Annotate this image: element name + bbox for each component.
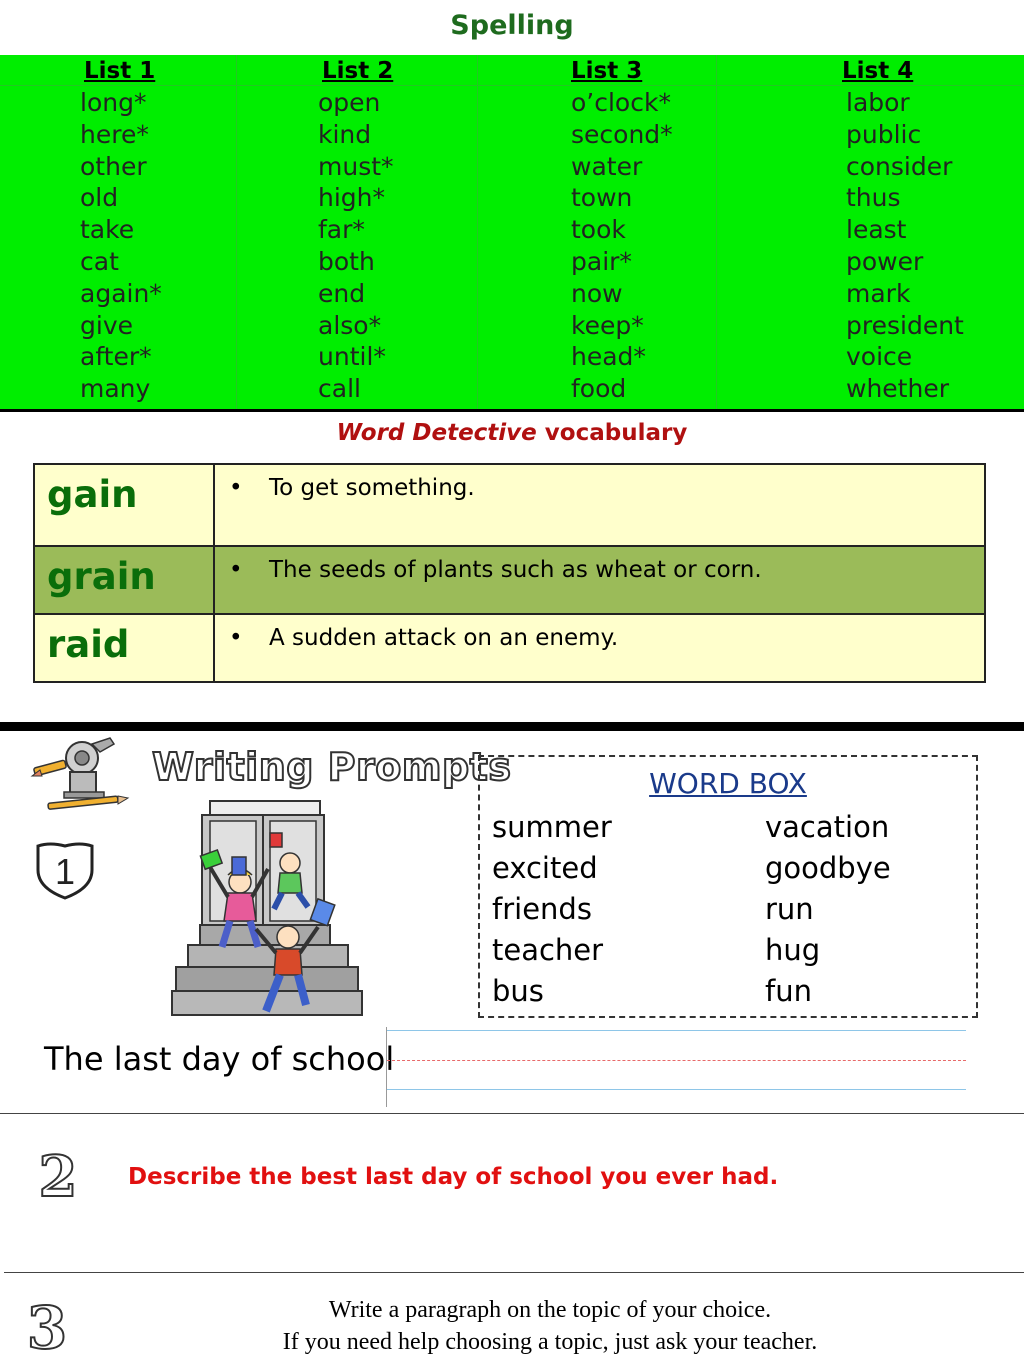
spelling-list-3 xyxy=(571,55,673,405)
spelling-word: open xyxy=(318,88,381,117)
prompt-number: 2 xyxy=(38,1146,78,1202)
word-box-word: bus xyxy=(492,974,544,1008)
spelling-word: kind xyxy=(318,119,372,149)
vocab-definition xyxy=(215,615,984,681)
word-box-word: hug xyxy=(765,933,821,967)
vocab-row xyxy=(35,465,984,545)
vocab-definition xyxy=(215,465,984,545)
spelling-list-4 xyxy=(842,55,964,405)
spelling-word: here* xyxy=(80,119,149,149)
spelling-word: least xyxy=(846,215,907,245)
prompt-1-text: The last day of school xyxy=(44,1040,395,1078)
list-header: List 2 xyxy=(322,58,394,84)
spelling-word: power xyxy=(846,246,924,276)
number-2-icon xyxy=(30,1146,86,1202)
word-box-word: fun xyxy=(765,974,812,1008)
spelling-word: take xyxy=(80,215,135,245)
bullet: • xyxy=(229,475,243,501)
word-box-right-column xyxy=(765,807,891,1012)
spelling-word: long* xyxy=(80,88,147,117)
list-header: List 4 xyxy=(842,58,914,84)
word-box-word: excited xyxy=(492,851,598,885)
prompt-3-line-1: Write a paragraph on the topic of your choice. xyxy=(328,1297,772,1323)
column-divider xyxy=(716,55,717,409)
word-detective-label: Word Detective xyxy=(336,420,537,446)
spelling-word: old xyxy=(80,183,119,213)
word-box-word: summer xyxy=(492,810,612,844)
vocab-word: gain xyxy=(35,465,215,545)
definition-text: The seeds of plants such as wheat or corn. xyxy=(269,557,762,583)
spelling-word: public xyxy=(846,119,922,149)
spelling-title: Spelling xyxy=(450,10,574,41)
spelling-lists-panel xyxy=(0,55,1024,412)
word-box-word: friends xyxy=(492,892,592,926)
spelling-word: both xyxy=(318,246,375,276)
bullet: • xyxy=(229,625,243,651)
bullet: • xyxy=(229,557,243,583)
column-divider xyxy=(477,55,478,409)
section-divider xyxy=(0,1113,1024,1114)
spelling-word: cat xyxy=(80,246,119,276)
spelling-word: keep* xyxy=(571,310,644,340)
spelling-word: whether xyxy=(846,374,949,404)
spelling-word: o’clock* xyxy=(571,88,671,117)
spelling-word: head* xyxy=(571,342,646,372)
baseline xyxy=(387,1089,966,1090)
number-1-shield-icon xyxy=(34,840,96,900)
spelling-word: food xyxy=(571,374,627,404)
spelling-word: call xyxy=(318,374,361,404)
spelling-word: second* xyxy=(571,119,673,149)
spelling-word: pair* xyxy=(571,246,632,276)
word-box-word: goodbye xyxy=(765,851,891,885)
prompt-number: 3 xyxy=(26,1294,68,1354)
word-box xyxy=(478,755,978,1018)
word-box-word: run xyxy=(765,892,814,926)
midline xyxy=(387,1060,966,1061)
vocab-row xyxy=(35,613,984,681)
spelling-word: give xyxy=(80,310,133,340)
spelling-word: end xyxy=(318,278,366,308)
spelling-word: other xyxy=(80,151,147,181)
writing-prompts-title: Writing Prompts xyxy=(152,745,512,789)
definition-text: To get something. xyxy=(269,475,475,501)
spelling-word: high* xyxy=(318,183,386,213)
word-box-word: vacation xyxy=(765,810,890,844)
spelling-word: now xyxy=(571,278,623,308)
prompt-number: 1 xyxy=(54,851,76,892)
spelling-word: took xyxy=(571,215,626,245)
spelling-word: consider xyxy=(846,151,953,181)
word-box-title: WORD BOX xyxy=(649,767,807,800)
handwriting-lines[interactable] xyxy=(386,1027,966,1107)
spelling-word: far* xyxy=(318,215,365,245)
column-divider xyxy=(236,55,237,409)
vocab-definition xyxy=(215,547,984,613)
spelling-word: thus xyxy=(846,183,901,213)
vocabulary-label: vocabulary xyxy=(536,420,688,446)
prompt-3-line-2: If you need help choosing a topic, just ask your teacher. xyxy=(282,1329,818,1355)
spelling-word: president xyxy=(846,310,964,340)
word-box-left-column xyxy=(492,807,612,1012)
vocab-word: raid xyxy=(35,615,215,681)
list-header: List 3 xyxy=(571,58,643,84)
definition-text: A sudden attack on an enemy. xyxy=(269,625,619,651)
top-line xyxy=(387,1030,966,1031)
spelling-list-1 xyxy=(80,55,162,405)
vocab-row xyxy=(35,545,984,613)
word-detective-title xyxy=(0,420,1024,446)
kids-jumping-school-steps-icon xyxy=(170,797,365,1019)
section-divider xyxy=(4,1272,1024,1273)
spelling-word: must* xyxy=(318,151,394,181)
prompt-3 xyxy=(150,1294,950,1358)
spelling-list-2 xyxy=(318,55,394,405)
spelling-word: also* xyxy=(318,310,382,340)
spelling-word: until* xyxy=(318,342,386,372)
word-box-word: teacher xyxy=(492,933,604,967)
spelling-word: mark xyxy=(846,278,911,308)
spelling-word: again* xyxy=(80,278,162,308)
pencil-sharpener-icon xyxy=(30,736,130,814)
list-header: List 1 xyxy=(84,58,156,84)
spelling-word: voice xyxy=(846,342,913,372)
spelling-word: labor xyxy=(846,88,910,117)
prompt-2-text: Describe the best last day of school you ever had. xyxy=(128,1164,779,1190)
spelling-word: after* xyxy=(80,342,152,372)
spelling-word: water xyxy=(571,151,643,181)
number-3-icon xyxy=(24,1294,70,1354)
section-divider xyxy=(0,722,1024,731)
spelling-word: town xyxy=(571,183,633,213)
vocabulary-table xyxy=(33,463,986,683)
vocab-word: grain xyxy=(35,547,215,613)
spelling-word: many xyxy=(80,374,151,404)
